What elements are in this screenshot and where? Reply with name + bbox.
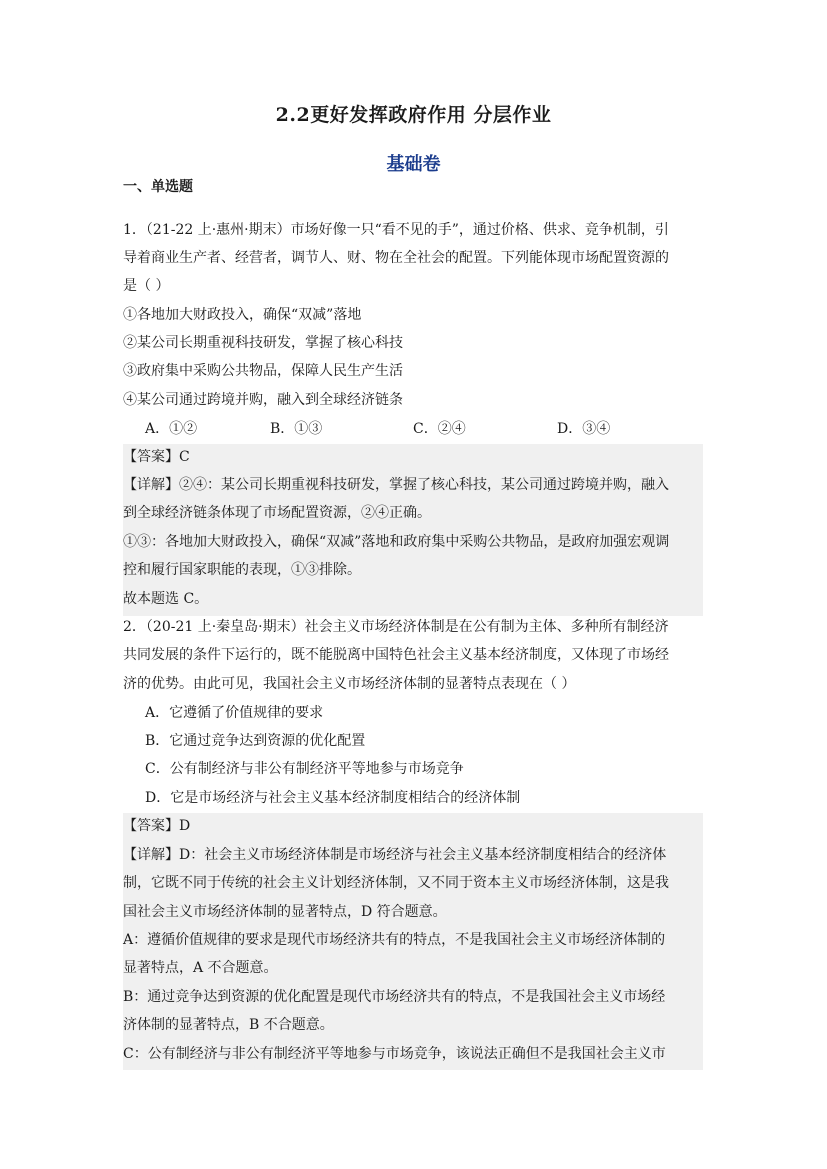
document-title: 2.2更好发挥政府作用 分层作业 <box>275 104 552 126</box>
q2-explain-line: 显著特点，A 不合题意。 <box>123 960 278 976</box>
q1-answer-block <box>123 444 703 616</box>
q2-explain-line: 【详解】D：社会主义市场经济体制是市场经济与社会主义基本经济制度相结合的经济体 <box>123 847 667 863</box>
q2-option-b: B．它通过竞争达到资源的优化配置 <box>145 733 366 749</box>
q1-item: ②某公司长期重视科技研发，掌握了核心科技 <box>123 335 403 351</box>
q2-stem-line: 2．（20-21 上·秦皇岛·期末）社会主义市场经济体制是在公有制为主体、多种所有制经济 <box>123 619 669 635</box>
q1-explain-line: 【详解】②④：某公司长期重视科技研发，掌握了核心科技，某公司通过跨境并购，融入 <box>123 477 669 493</box>
q1-explain-line: 到全球经济链条体现了市场配置资源，②④正确。 <box>123 505 431 521</box>
q2-answer: 【答案】D <box>123 818 191 834</box>
q2-explain-line: 国社会主义市场经济体制的显著特点，D 符合题意。 <box>123 904 447 920</box>
q2-option-a: A．它遵循了价值规律的要求 <box>145 705 324 721</box>
q2-explain-line: 济体制的显著特点，B 不合题意。 <box>123 1017 334 1033</box>
q2-explain-line: A：遵循价值规律的要求是现代市场经济共有的特点，不是我国社会主义市场经济体制的 <box>123 932 666 948</box>
q2-option-d: D．它是市场经济与社会主义基本经济制度相结合的经济体制 <box>145 790 521 806</box>
q1-explain-line: 故本题选 C。 <box>123 591 209 607</box>
section-heading: 一、单选题 <box>123 179 193 195</box>
q2-stem-line: 共同发展的条件下运行的，既不能脱离中国特色社会主义基本经济制度，又体现了市场经 <box>123 647 669 663</box>
q1-item: ①各地加大财政投入，确保“双减”落地 <box>123 307 362 323</box>
q2-explain-line: 制，它既不同于传统的社会主义计划经济体制，又不同于资本主义市场经济体制，这是我 <box>123 875 669 891</box>
q1-stem-line: 1．（21-22 上·惠州·期末）市场好像一只“看不见的手”，通过价格、供求、竞争机制，引 <box>123 222 669 238</box>
q1-choice-c: C．②④ <box>413 421 466 437</box>
q1-choice-d: D．③④ <box>557 421 611 437</box>
q2-explain-line: B：通过竞争达到资源的优化配置是现代市场经济共有的特点，不是我国社会主义市场经 <box>123 989 666 1005</box>
q1-choice-a: A．①② <box>145 421 198 437</box>
q2-option-c: C．公有制经济与非公有制经济平等地参与市场竞争 <box>145 761 464 777</box>
q1-choice-b: B．①③ <box>270 421 323 437</box>
q1-stem-line: 导着商业生产者、经营者，调节人、财、物在全社会的配置。下列能体现市场配置资源的 <box>123 250 669 266</box>
q1-item: ③政府集中采购公共物品，保障人民生产生活 <box>123 363 403 379</box>
paper-subtitle: 基础卷 <box>386 154 441 175</box>
q1-item: ④某公司通过跨境并购，融入到全球经济链条 <box>123 392 403 408</box>
q1-answer: 【答案】C <box>123 449 190 465</box>
q1-stem-line: 是（ ） <box>123 278 170 294</box>
q1-explain-line: ①③：各地加大财政投入，确保“双减”落地和政府集中采购公共物品，是政府加强宏观调 <box>123 534 670 550</box>
q1-choices <box>145 418 665 438</box>
q2-stem-line: 济的优势。由此可见，我国社会主义市场经济体制的显著特点表现在（ ） <box>123 676 576 692</box>
q2-explain-line: C：公有制经济与非公有制经济平等地参与市场竞争，该说法正确但不是我国社会主义市 <box>123 1046 666 1062</box>
q1-explain-line: 控和履行国家职能的表现，①③排除。 <box>123 562 361 578</box>
